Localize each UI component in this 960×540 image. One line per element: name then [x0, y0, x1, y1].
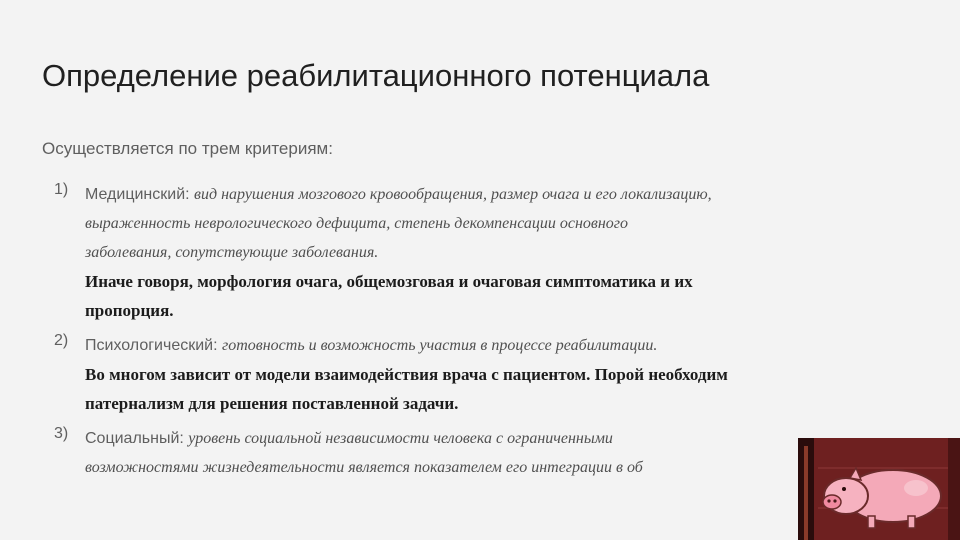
slide-title: Определение реабилитационного потенциала	[42, 58, 710, 93]
criterion-social	[42, 424, 902, 482]
criterion-label: Социальный:	[85, 430, 184, 447]
criterion-italic-line: возможностями жизнедеятельности является показателем его интеграции в об	[85, 459, 643, 476]
list-number: 2)	[54, 332, 69, 349]
slide-subtitle: Осуществляется по трем критериям:	[42, 139, 333, 158]
criterion-italic-line: готовность и возможность участия в процессе реабилитации.	[222, 337, 658, 354]
criterion-bold-line: пропорция.	[85, 301, 174, 320]
criterion-first-line	[85, 331, 902, 360]
cartoon-pig-icon	[798, 438, 960, 540]
criterion-psychological	[42, 331, 902, 418]
list-number: 1)	[54, 181, 69, 198]
list-number: 3)	[54, 425, 69, 442]
criterion-italic-line: заболевания, сопутствующие заболевания.	[85, 244, 379, 261]
criterion-label: Психологический:	[85, 337, 218, 354]
criterion-label: Медицинский:	[85, 186, 190, 203]
criterion-bold-line: патернализм для решения поставленной задачи.	[85, 394, 459, 413]
criterion-bold-line: Во многом зависит от модели взаимодействия врача с пациентом. Порой необходим	[85, 365, 728, 384]
criterion-bold-line: Иначе говоря, морфология очага, общемозговая и очаговая симптоматика и их	[85, 272, 693, 291]
criteria-list	[42, 180, 902, 488]
criterion-first-line	[85, 180, 902, 209]
criterion-italic-line: вид нарушения мозгового кровообращения, размер очага и его локализацию,	[194, 186, 712, 203]
criterion-medical	[42, 180, 902, 325]
cartoon-pig-illustration	[798, 438, 960, 540]
criterion-first-line	[85, 424, 902, 453]
criterion-italic-line: выраженность неврологического дефицита, степень декомпенсации основного	[85, 215, 629, 232]
criterion-italic-line: уровень социальной независимости человека с ограниченными	[188, 430, 613, 447]
